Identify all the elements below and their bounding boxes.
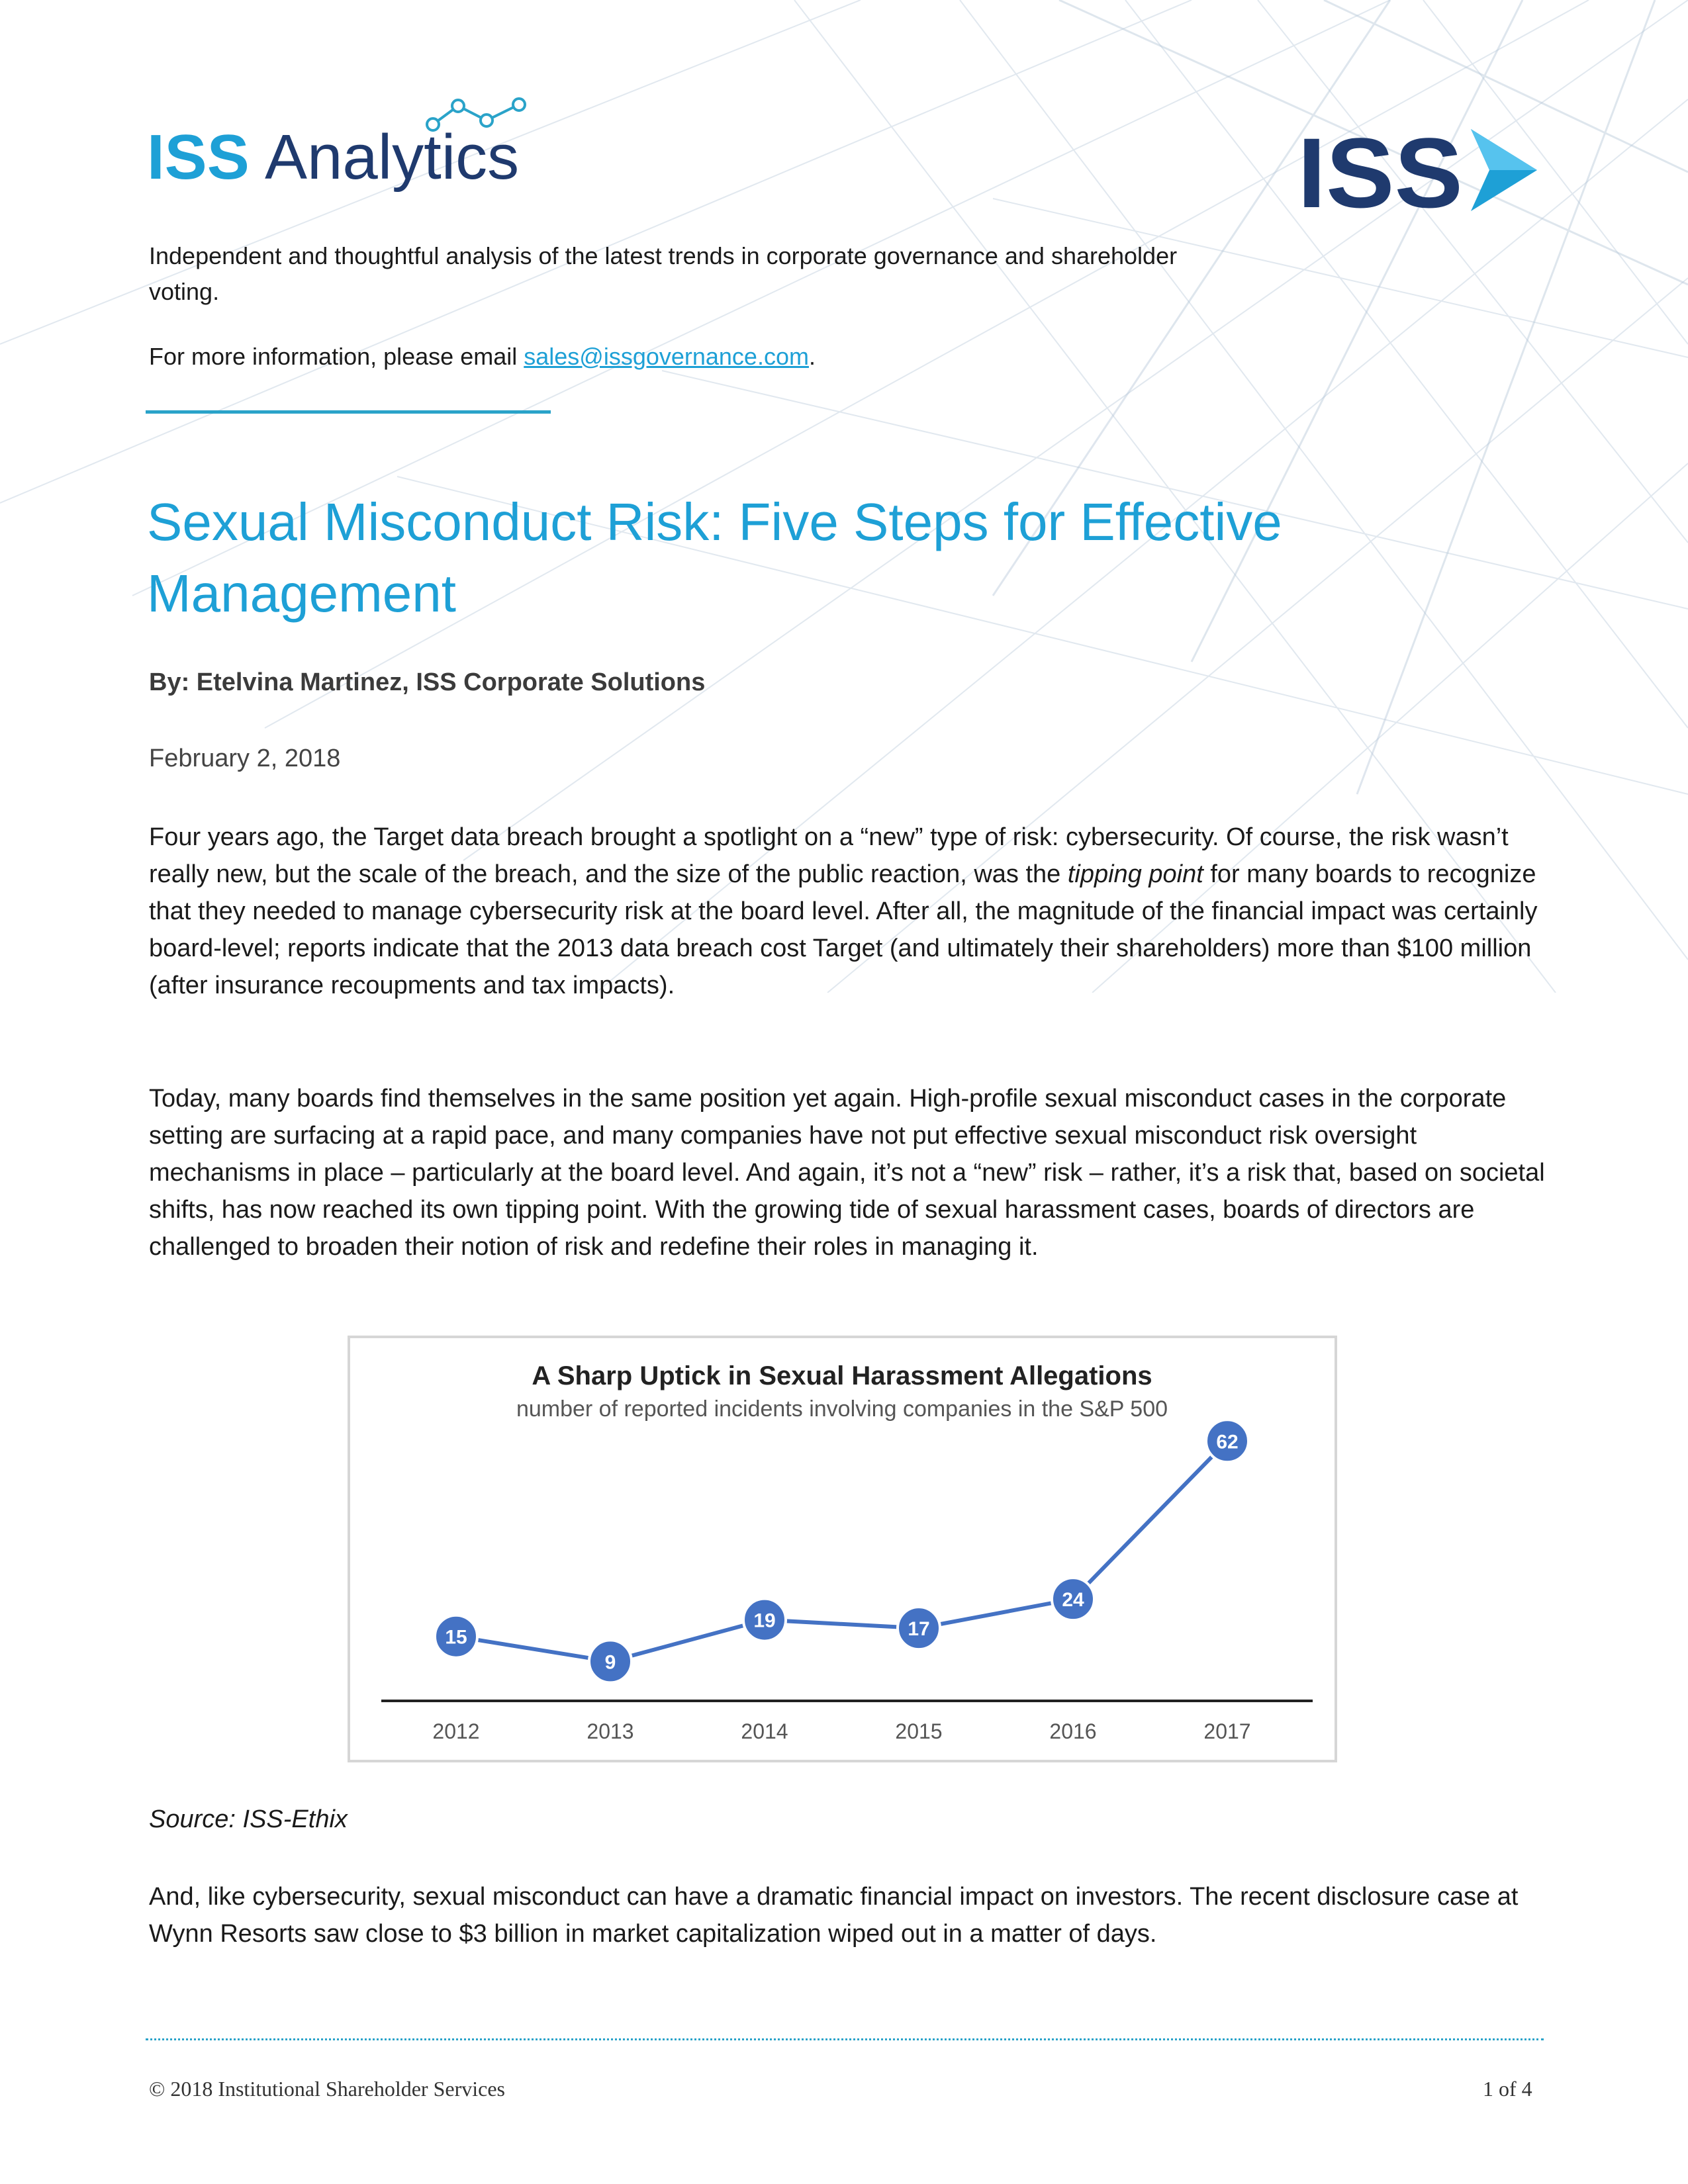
iss-logo-text: ISS [1297,122,1463,222]
intro-paragraph: Independent and thoughtful analysis of the latest trends in corporate governance and shareholder voting. [149,242,1178,305]
data-label-2012: 15 [445,1626,467,1649]
article-date: February 2, 2018 [149,745,341,772]
logo-analytics-word: Analytics [265,122,520,193]
email-link[interactable]: sales@issgovernance.com [524,343,809,370]
more-info-line [149,339,816,375]
data-label-2015: 17 [908,1618,930,1641]
paragraph-1-end: for many boards to recognize that they needed to manage cybersecurity risk at the board level. After all, the magnitude of the financial impact was certainly board-level; reports indicate that the 2013 data breach cost Target (and ultimately their shareholders) more than $100 million (after insurance recoupments and tax impacts). [149,860,1538,999]
x-tick-label-2016: 2016 [1049,1719,1097,1743]
paragraph-1-start: Four years ago, the Target data breach brought a spotlight on a “new” type of risk: cybersecurity. Of course, the risk wasn’t really new, but the scale of the breach, and the size of the public reaction, was the [149,823,1509,888]
chart-title: A Sharp Uptick in Sexual Harassment Allegations [532,1361,1152,1390]
data-label-2014: 19 [753,1610,776,1632]
footer-divider [146,2038,1544,2040]
intro-text [149,238,1208,310]
byline: By: Etelvina Martinez, ISS Corporate Solutions [149,668,706,696]
footer-page-number: 1 of 4 [1483,2077,1532,2101]
paragraph-1-italic: tipping point [1067,860,1203,888]
more-info-prefix: For more information, please email [149,343,524,370]
data-label-2016: 24 [1062,1589,1084,1612]
series-line [456,1441,1227,1661]
paragraph-1 [149,819,1546,1004]
harassment-chart [350,1338,1335,1760]
x-tick-label-2017: 2017 [1203,1719,1251,1743]
article-title: Sexual Misconduct Risk: Five Steps for Effective Management [147,492,1282,623]
chart-subtitle: number of reported incidents involving companies in the S&P 500 [516,1396,1168,1422]
paragraph-2: Today, many boards find themselves in the same position yet again. High-profile sexual misconduct cases in the corporate setting are surfacing at a rapid pace, and many companies have not put effective sexual misconduct risk oversight mechanisms in place – particularly at the board level. And again, it’s not a “new” risk – rather, it’s a risk that, based on societal shifts, has now reached its own tipping point. With the growing tide of sexual harassment cases, boards of directors are challenged to broaden their notion of risk and redefine their roles in managing it. [149,1085,1545,1261]
chart-source: Source: ISS-Ethix [149,1805,348,1833]
x-tick-label-2012: 2012 [432,1719,480,1743]
footer-copyright: © 2018 Institutional Shareholder Services [149,2077,505,2101]
data-label-2013: 9 [604,1651,616,1674]
x-tick-label-2015: 2015 [895,1719,943,1743]
x-tick-label-2014: 2014 [741,1719,788,1743]
iss-logo [1297,122,1542,222]
paragraph-3: And, like cybersecurity, sexual misconduct can have a dramatic financial impact on investors. The recent disclosure case at Wynn Resorts saw close to $3 billion in market capitalization wiped out in a matter of days. [149,1883,1519,1948]
header-divider [146,410,551,414]
data-label-2017: 62 [1216,1431,1239,1453]
arrow-icon [1471,129,1537,211]
chart-container [348,1336,1337,1762]
x-tick-label-2013: 2013 [586,1719,634,1743]
logo-iss-word: ISS [147,122,250,193]
more-info-suffix: . [808,343,816,370]
iss-analytics-logo [147,93,571,205]
